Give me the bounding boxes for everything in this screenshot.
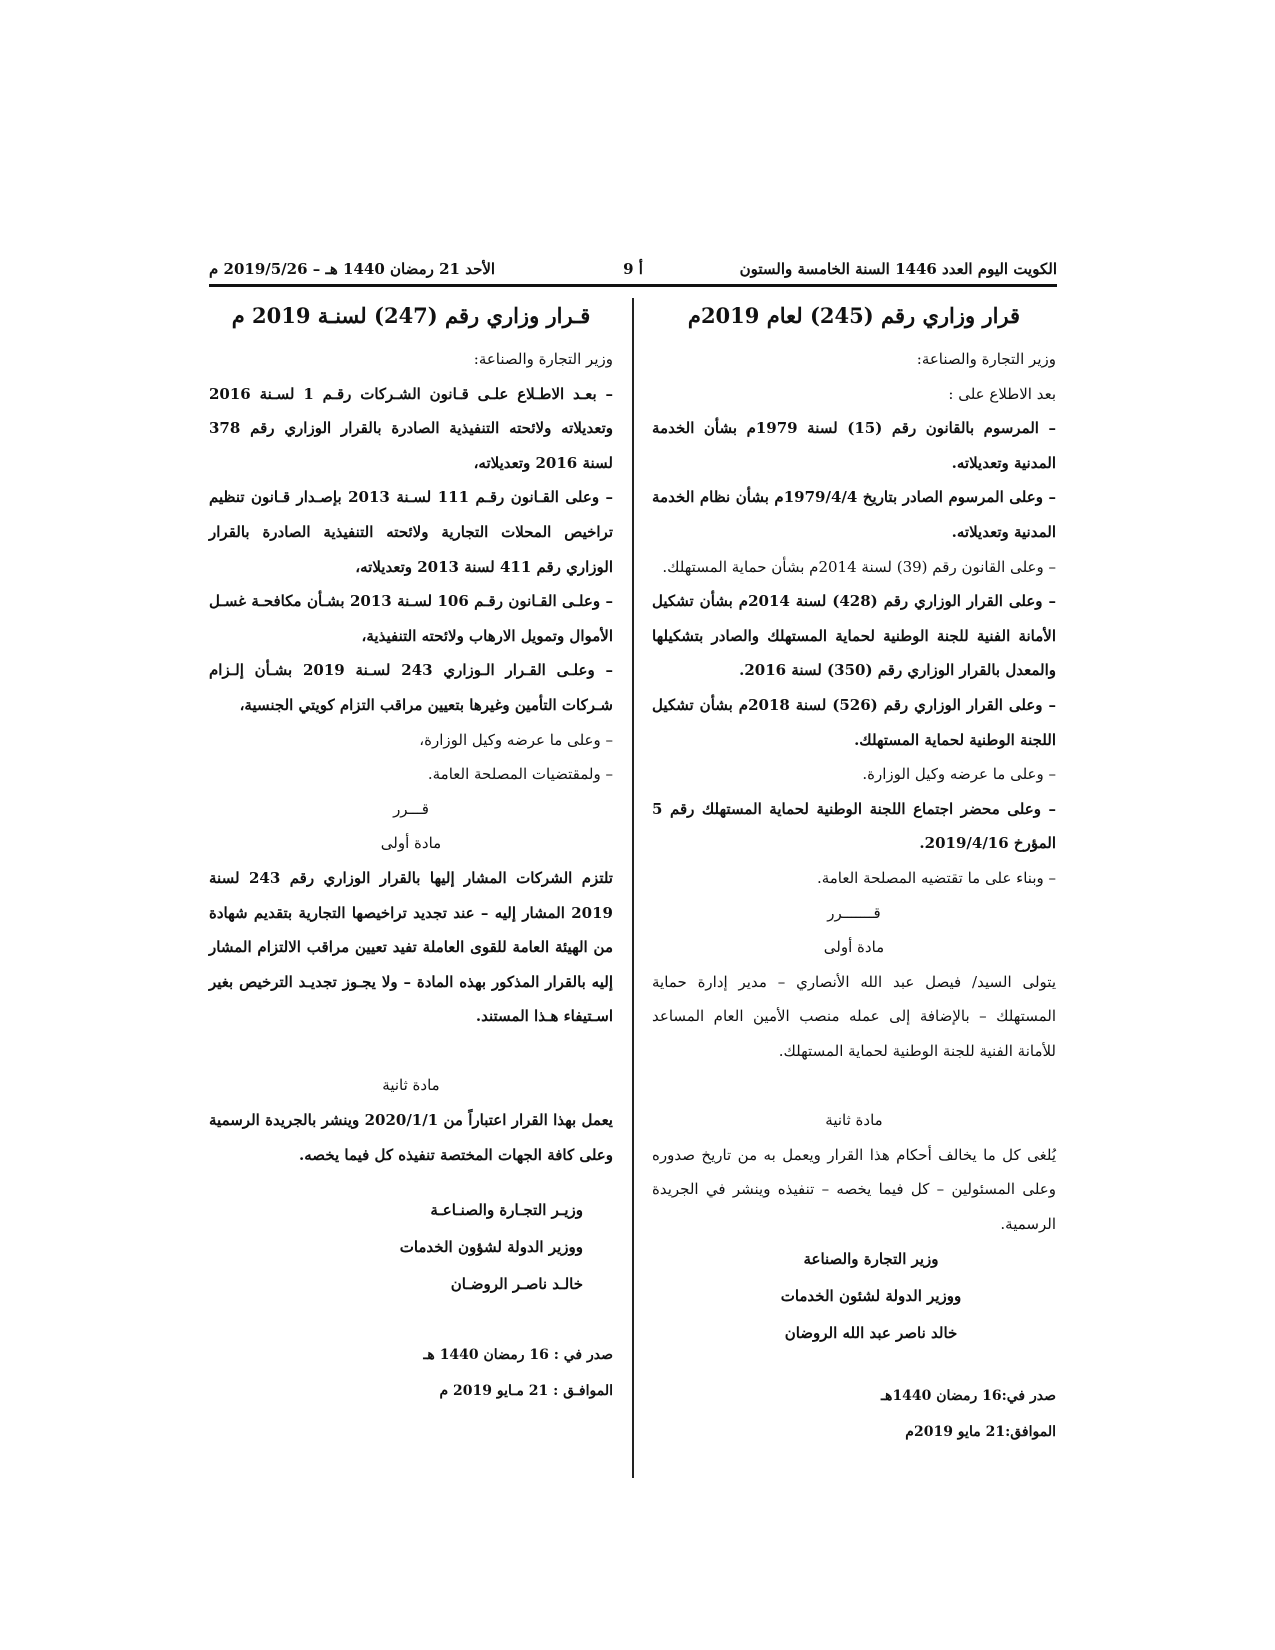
preamble-item: – وعلى المرسوم الصادر بتاريخ 1979/4/4م بشأن نظام الخدمة المدنية وتعديلاته. [652,488,1056,541]
decided-heading: قـــــــرر [827,903,881,922]
corresponding-date: الموافـق : 21 مـايو 2019 م [439,1383,613,1400]
preamble-item: – وعلى القـانون رقـم 111 لسـنة 2013 بإصـدار قـانون تنظيم تراخيص المحلات التجارية ولائحته التنفيذية الصادرة بالقرار الوزاري رقم 411 لسنة 2013 وتعديلاته، [209,488,614,576]
minister-line: وزير التجارة والصناعة: [916,350,1056,368]
preamble-item: – بعـد الاطـلاع علـى قـانون الشـركات رقـم 1 لسـنة 2016 وتعديلاته ولائحته التنفيذية الصادرة بالقرار الوزاري رقم 378 لسنة 2016 وتعديلاته، [209,384,613,472]
preamble-item: – المرسوم بالقانون رقم (15) لسنة 1979م بشأن الخدمة المدنية وتعديلاته. [652,419,1057,472]
after-review: بعد الاطلاع على : [948,384,1056,403]
article-2-heading: مادة ثانية [382,1076,440,1095]
preamble-item: – وعلى القانون رقم (39) لسنة 2014م بشأن حماية المستهلك. [662,557,1056,576]
column-divider [632,298,634,1478]
article-2-heading: مادة ثانية [825,1111,883,1130]
preamble-item: – وعلى ما عرضه وكيل الوزارة. [862,765,1056,784]
article-1-text: تلتزم الشركات المشار إليها بالقرار الوزاري رقم 243 لسنة 2019 المشار إليه – عند تجديد تراخيصها التجارية بتقديم شهادة من الهيئة العامة للقوى العاملة تفيد تعيين مراقب الالتزام المشار إليه بالقرار المذكور بهذه المادة – ولا يجـوز تجديـد الترخيص بغير اسـتيفاء هـذا المستند. [209,868,613,1026]
article-1-heading: مادة أولى [823,938,885,957]
preamble-item: – وعلى محضر اجتماع اللجنة الوطنية لحماية المستهلك رقم 5 المؤرخ 2019/4/16. [652,799,1056,853]
article-1-text: يتولى السيد/ فيصل عبد الله الأنصاري – مدير إدارة حماية المستهلك – بالإضافة إلى عمله منصب الأمين العام المساعد للأمانة الفنية للجنة الوطنية لحماية المستهلك. [652,972,1056,1060]
minister-line: وزير التجارة والصناعة: [473,350,613,368]
decided-heading: قـــرر [393,799,429,818]
decision-title: قرار وزاري رقم (245) لعام 2019م [687,303,1021,328]
header-date: الأحد 21 رمضان 1440 هـ – 2019/5/26 م [209,260,496,278]
preamble-item: – وعلـى القـانون رقـم 106 لسـنة 2013 بشـأن مكافحـة غسـل الأموال وتمويل الارهاب ولائحته التنفيذية، [209,592,614,645]
issued-date: صدر في : 16 رمضان 1440 هـ [423,1347,613,1364]
preamble-item: – وبناء على ما تقتضيه المصلحة العامة. [816,868,1056,887]
article-1-heading: مادة أولى [380,834,442,853]
signature-block [771,1241,1056,1352]
decision-247 [209,300,613,1409]
corresponding-date: الموافق:21 مايو 2019م [905,1424,1056,1441]
signature-line: ووزير الدولة لشئون الخدمات [780,1287,962,1306]
decision-title: قـرار وزاري رقم (247) لسنـة 2019 م [231,303,591,328]
signature-line: ووزير الدولة لشؤون الخدمات [399,1238,583,1257]
signatory-name: خالد ناصر عبد الله الروضان [784,1324,958,1343]
gazette-issue: الكويت اليوم العدد 1446 السنة الخامسة والستون [739,260,1057,278]
signature-block [209,1192,613,1303]
signature-line: وزير التجارة والصناعة [803,1250,939,1269]
article-2-text: يُلغى كل ما يخالف أحكام هذا القرار ويعمل به من تاريخ صدوره وعلى المسئولين – كل فيما يخصه – تنفيذه وينشر في الجريدة الرسمية. [652,1145,1056,1233]
decision-245 [652,300,1056,1450]
page-number: أ 9 [623,260,643,278]
header-rule [209,284,1057,287]
preamble-item: – وعلى القرار الوزاري رقم (428) لسنة 2014م بشأن تشكيل الأمانة الفنية للجنة الوطنية لحماية المستهلك والصادر بتشكيلها والمعدل بالقرار الوزاري رقم (350) لسنة 2016. [652,592,1056,680]
preamble-item: – وعلى القرار الوزاري رقم (526) لسنة 2018م بشأن تشكيل اللجنة الوطنية لحماية المستهلك. [652,695,1056,749]
signature-line: وزيـر التجـارة والصنـاعـة [430,1201,583,1220]
preamble-item: – وعلى ما عرضه وكيل الوزارة، [419,730,613,749]
preamble-item: – ولمقتضيات المصلحة العامة. [427,765,613,784]
issued-date: صدر في:16 رمضان 1440هـ [880,1388,1056,1405]
signatory-name: خالـد ناصـر الروضـان [450,1275,583,1294]
article-2-text: يعمل بهذا القرار اعتباراً من 2020/1/1 وينشر بالجريدة الرسمية وعلى كافة الجهات المختصة تنفيذه كل فيما يخصه. [209,1111,613,1164]
page-header [209,256,1057,282]
preamble-item: – وعلـى القـرار الـوزاري 243 لسـنة 2019 بشـأن إلـزام شـركات التأمين وغيرها بتعيين مراقب التزام كويتي الجنسية، [209,661,613,714]
